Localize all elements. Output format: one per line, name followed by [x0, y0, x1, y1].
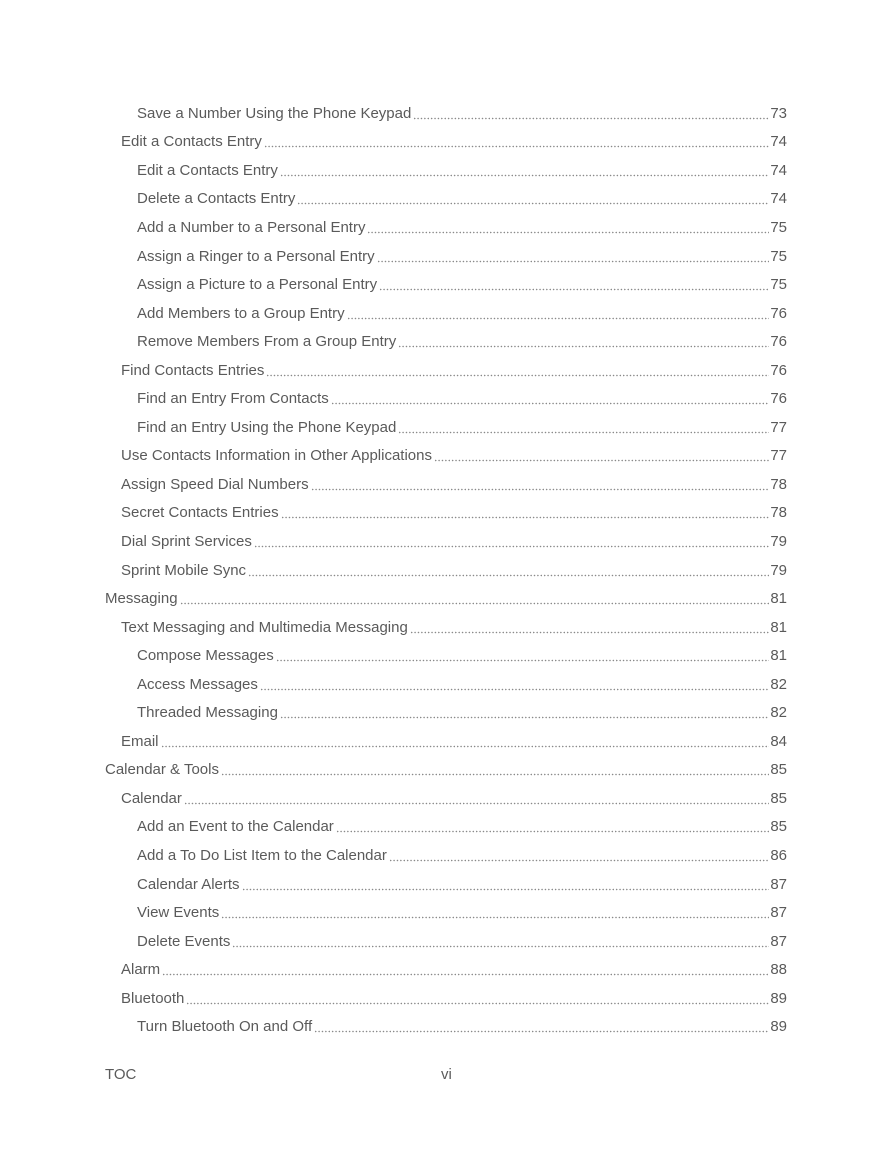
toc-entry-page-number[interactable]: 76 [770, 361, 787, 379]
toc-entry-title[interactable]: Calendar & Tools [105, 761, 219, 779]
toc-dot-leader [297, 190, 769, 205]
toc-entry-title[interactable]: Turn Bluetooth On and Off [137, 1018, 313, 1036]
toc-entry-title[interactable]: Edit a Contacts Entry [121, 133, 262, 151]
toc-dot-leader [221, 904, 769, 919]
toc-entry-page-number[interactable]: 76 [770, 333, 787, 351]
toc-entry-title[interactable]: Messaging [105, 590, 178, 608]
toc-entry[interactable] [0, 527, 893, 556]
toc-dot-leader [276, 647, 770, 662]
toc-entry-title[interactable]: Calendar [121, 789, 182, 807]
toc-entry[interactable] [0, 984, 893, 1013]
toc-entry[interactable] [0, 841, 893, 870]
toc-dot-leader [254, 533, 769, 548]
toc-entry-title[interactable]: Text Messaging and Multimedia Messaging [121, 618, 408, 636]
toc-entry-title[interactable]: Delete Events [137, 932, 231, 950]
toc-entry-title[interactable]: Compose Messages [137, 647, 274, 665]
toc-entry-title[interactable]: Edit a Contacts Entry [137, 161, 278, 179]
toc-entry-page-number[interactable]: 89 [770, 1018, 787, 1036]
toc-entry-page-number[interactable]: 85 [770, 818, 787, 836]
toc-entry-page-number[interactable]: 75 [770, 218, 787, 236]
toc-dot-leader [281, 504, 770, 519]
toc-entry-page-number[interactable]: 78 [770, 504, 787, 522]
toc-dot-leader [336, 818, 770, 833]
toc-entry-page-number[interactable]: 78 [770, 475, 787, 493]
toc-entry[interactable] [0, 242, 893, 271]
toc-dot-leader [248, 562, 769, 577]
footer-page-number: vi [441, 1066, 452, 1083]
toc-entry[interactable] [0, 756, 893, 785]
toc-entry-page-number[interactable]: 81 [770, 647, 787, 665]
toc-entry[interactable] [0, 270, 893, 299]
toc-entry-title[interactable]: Secret Contacts Entries [121, 504, 279, 522]
toc-entry-page-number[interactable]: 87 [770, 932, 787, 950]
toc-entry-page-number[interactable]: 87 [770, 875, 787, 893]
toc-entry-title[interactable]: Remove Members From a Group Entry [137, 333, 397, 351]
toc-entry[interactable] [0, 299, 893, 328]
toc-entry-page-number[interactable]: 75 [770, 276, 787, 294]
toc-entry-page-number[interactable]: 73 [770, 104, 787, 122]
toc-entry-title[interactable]: Add an Event to the Calendar [137, 818, 334, 836]
toc-entry-title[interactable]: Add a To Do List Item to the Calendar [137, 846, 387, 864]
toc-entry-title[interactable]: Assign Speed Dial Numbers [121, 475, 309, 493]
toc-entry-page-number[interactable]: 85 [770, 789, 787, 807]
toc-entry-title[interactable]: Email [121, 732, 159, 750]
toc-entry-page-number[interactable]: 84 [770, 732, 787, 750]
toc-entry-title[interactable]: Save a Number Using the Phone Keypad [137, 104, 412, 122]
toc-entry-page-number[interactable]: 79 [770, 532, 787, 550]
toc-entry-page-number[interactable]: 81 [770, 590, 787, 608]
toc-entry-page-number[interactable]: 77 [770, 447, 787, 465]
toc-dot-leader [377, 248, 770, 263]
toc-entry[interactable] [0, 955, 893, 984]
toc-entry-title[interactable]: Dial Sprint Services [121, 532, 252, 550]
toc-entry-title[interactable]: Bluetooth [121, 989, 185, 1007]
toc-entry[interactable] [0, 698, 893, 727]
toc-entry-title[interactable]: Add Members to a Group Entry [137, 304, 345, 322]
toc-entry-page-number[interactable]: 74 [770, 190, 787, 208]
toc-entry-page-number[interactable]: 74 [770, 161, 787, 179]
toc-dot-leader [266, 362, 769, 377]
toc-entry[interactable] [0, 641, 893, 670]
toc-entry[interactable] [0, 784, 893, 813]
toc-entry[interactable] [0, 499, 893, 528]
toc-entry[interactable] [0, 213, 893, 242]
toc-dot-leader [180, 590, 770, 605]
toc-dot-leader [161, 733, 770, 748]
toc-entry-page-number[interactable]: 76 [770, 390, 787, 408]
toc-entry[interactable] [0, 613, 893, 642]
toc-dot-leader [347, 305, 770, 320]
toc-entry-title[interactable]: Use Contacts Information in Other Applications [121, 447, 432, 465]
footer-section-label: TOC [105, 1066, 137, 1083]
toc-entry-title[interactable]: Access Messages [137, 675, 258, 693]
toc-dot-leader [314, 1018, 769, 1033]
toc-entry-page-number[interactable]: 79 [770, 561, 787, 579]
toc-entry-page-number[interactable]: 89 [770, 989, 787, 1007]
toc-entry[interactable] [0, 185, 893, 214]
toc-dot-leader [184, 790, 769, 805]
toc-entry[interactable] [0, 670, 893, 699]
toc-dot-leader [389, 847, 769, 862]
toc-entry[interactable] [0, 556, 893, 585]
toc-entry-page-number[interactable]: 75 [770, 247, 787, 265]
toc-entry-title[interactable]: Alarm [121, 961, 161, 979]
toc-entry-title[interactable]: Find an Entry From Contacts [137, 390, 329, 408]
toc-entry-title[interactable]: Add a Number to a Personal Entry [137, 218, 366, 236]
toc-entry-page-number[interactable]: 82 [770, 675, 787, 693]
toc-dot-leader [311, 476, 770, 491]
toc-entry[interactable] [0, 442, 893, 471]
toc-entry-page-number[interactable]: 76 [770, 304, 787, 322]
toc-entry-title[interactable]: Threaded Messaging [137, 704, 278, 722]
toc-dot-leader [280, 704, 769, 719]
toc-entry[interactable] [0, 384, 893, 413]
toc-entry[interactable] [0, 1013, 893, 1042]
toc-entry[interactable] [0, 156, 893, 185]
toc-entry-title[interactable]: Assign a Picture to a Personal Entry [137, 276, 378, 294]
toc-entry-page-number[interactable]: 74 [770, 133, 787, 151]
toc-entry-page-number[interactable]: 82 [770, 704, 787, 722]
toc-dot-leader [367, 219, 769, 234]
toc-dot-leader [434, 447, 769, 462]
toc-entry-page-number[interactable]: 87 [770, 904, 787, 922]
toc-entry-title[interactable]: Delete a Contacts Entry [137, 190, 296, 208]
toc-entry[interactable] [0, 99, 893, 128]
toc-dot-leader [379, 276, 769, 291]
toc-entry[interactable] [0, 327, 893, 356]
toc-dot-leader [398, 333, 769, 348]
toc-dot-leader [398, 419, 769, 434]
toc-dot-leader [264, 133, 769, 148]
toc-entry[interactable] [0, 813, 893, 842]
toc-entry-title[interactable]: Find an Entry Using the Phone Keypad [137, 418, 397, 436]
toc-dot-leader [413, 105, 769, 120]
toc-entry-page-number[interactable]: 88 [770, 961, 787, 979]
toc-entry[interactable] [0, 470, 893, 499]
toc-dot-leader [410, 619, 770, 634]
toc-entry[interactable] [0, 927, 893, 956]
toc-entry-title[interactable]: Sprint Mobile Sync [121, 561, 247, 579]
toc-entry[interactable] [0, 870, 893, 899]
toc-dot-leader [260, 676, 769, 691]
toc-entry-page-number[interactable]: 86 [770, 846, 787, 864]
toc-entry[interactable] [0, 356, 893, 385]
toc-dot-leader [242, 876, 770, 891]
toc-entry[interactable] [0, 584, 893, 613]
toc-entry-title[interactable]: Find Contacts Entries [121, 361, 265, 379]
toc-dot-leader [221, 761, 769, 776]
toc-dot-leader [232, 933, 769, 948]
toc-entry-title[interactable]: Assign a Ringer to a Personal Entry [137, 247, 375, 265]
toc-dot-leader [280, 162, 769, 177]
toc-entry-title[interactable]: View Events [137, 904, 220, 922]
toc-dot-leader [162, 961, 769, 976]
toc-entry-title[interactable]: Calendar Alerts [137, 875, 240, 893]
toc-entry[interactable] [0, 727, 893, 756]
toc-dot-leader [186, 990, 769, 1005]
toc-entry-page-number[interactable]: 85 [770, 761, 787, 779]
toc-entry[interactable] [0, 128, 893, 157]
toc-dot-leader [331, 390, 770, 405]
toc-entry-page-number[interactable]: 77 [770, 418, 787, 436]
table-of-contents [0, 99, 893, 1041]
toc-entry-page-number[interactable]: 81 [770, 618, 787, 636]
toc-entry[interactable] [0, 898, 893, 927]
toc-entry[interactable] [0, 413, 893, 442]
